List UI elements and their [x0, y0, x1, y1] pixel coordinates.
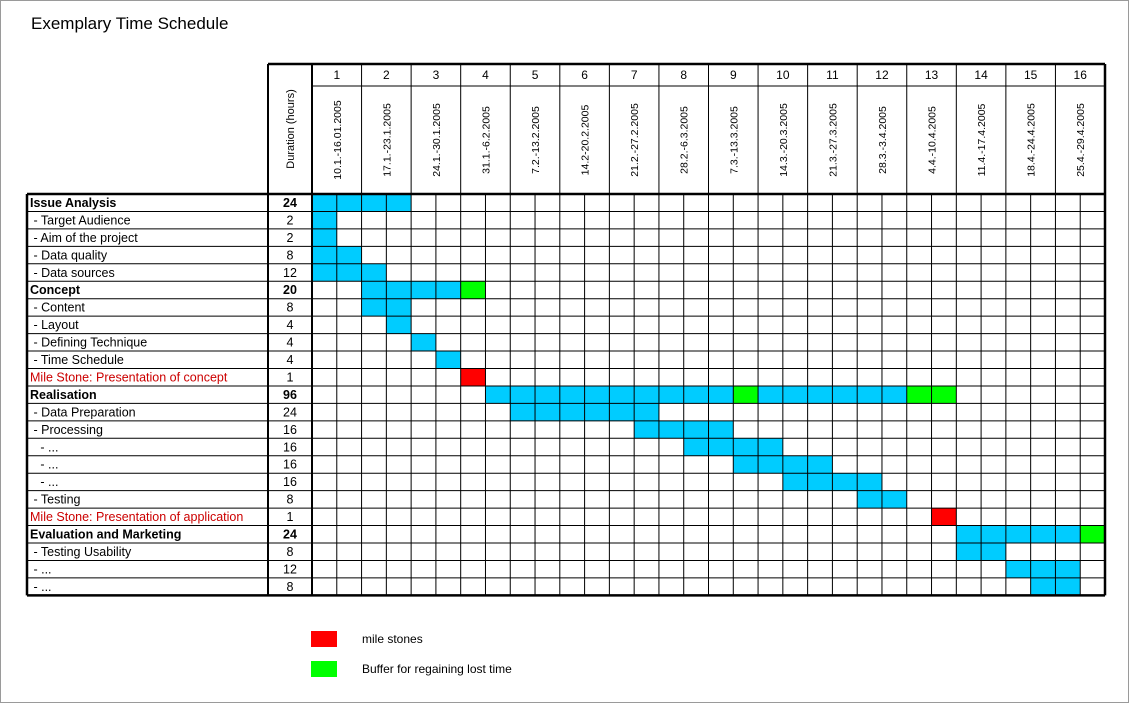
task-cell [634, 421, 659, 438]
task-duration: 24 [283, 195, 297, 210]
task-duration: 16 [283, 440, 297, 455]
task-cell [411, 281, 436, 298]
task-label: - ... [30, 579, 52, 594]
week-dates: 17.1.-23.1.2005 [381, 103, 394, 177]
task-label: - Time Schedule [30, 353, 124, 367]
milestone-label: Mile Stone: Presentation of application [30, 510, 244, 525]
week-dates: 24.1.-30.1.2005 [430, 103, 443, 177]
task-cell [709, 386, 734, 403]
task-cell [956, 526, 981, 543]
week-dates: 21.3.-27.3.2005 [827, 103, 840, 177]
week-number: 6 [581, 68, 588, 82]
task-cell [362, 281, 387, 298]
task-cell [312, 211, 337, 228]
task-cell [510, 386, 535, 403]
task-cell [609, 386, 634, 403]
week-dates: 7.3.-13.3.2005 [728, 106, 741, 174]
task-cell [312, 264, 337, 281]
task-label: - ... [30, 475, 59, 490]
task-duration: 4 [286, 318, 294, 333]
task-label: - Data quality [30, 248, 108, 263]
buffer-cell [461, 281, 486, 298]
task-duration: 12 [283, 562, 297, 577]
task-label: - ... [30, 440, 59, 455]
phase-label: Realisation [30, 387, 97, 402]
task-duration: 1 [286, 370, 294, 385]
week-dates: 7.2.-13.2.2005 [530, 106, 543, 174]
buffer-cell [907, 386, 932, 403]
task-cell [1031, 526, 1056, 543]
task-cell [411, 334, 436, 351]
task-cell [808, 386, 833, 403]
milestone-cell [932, 508, 957, 525]
milestone-cell [461, 369, 486, 386]
task-label: - Testing [30, 492, 81, 507]
task-cell [857, 473, 882, 490]
task-cell [560, 386, 585, 403]
phase-label: Evaluation and Marketing [30, 527, 182, 542]
task-label: - Testing Usability [30, 544, 132, 559]
task-duration: 24 [283, 405, 297, 420]
week-number: 12 [875, 68, 889, 82]
task-cell [386, 299, 411, 316]
task-cell [1055, 578, 1080, 595]
task-cell [535, 386, 560, 403]
task-duration: 2 [286, 213, 294, 228]
milestone-label: Mile Stone: Presentation of concept [30, 370, 228, 385]
task-cell [709, 421, 734, 438]
week-number: 1 [333, 68, 341, 82]
task-cell [733, 438, 758, 455]
task-cell [386, 281, 411, 298]
task-cell [337, 246, 362, 263]
task-label: - Data Preparation [30, 405, 136, 420]
task-cell [659, 421, 684, 438]
week-dates: 4.4.-10.4.2005 [926, 106, 939, 174]
task-duration: 8 [286, 300, 294, 315]
task-label: - Data sources [30, 265, 115, 280]
week-number: 10 [776, 68, 790, 82]
task-label: - Content [30, 300, 85, 315]
task-duration: 1 [286, 510, 294, 525]
task-cell [857, 386, 882, 403]
task-cell [758, 386, 783, 403]
task-cell [585, 403, 610, 420]
task-cell [436, 351, 461, 368]
week-dates: 10.1.-16.01.2005 [331, 100, 344, 180]
task-cell [609, 403, 634, 420]
buffer-cell [932, 386, 957, 403]
task-duration: 16 [283, 475, 297, 490]
task-label: - Processing [30, 422, 103, 437]
task-cell [1031, 560, 1056, 577]
week-dates: 18.4.-24.4.2005 [1025, 103, 1038, 177]
task-cell [783, 473, 808, 490]
task-cell [832, 473, 857, 490]
task-duration: 2 [286, 230, 294, 245]
task-cell [312, 194, 337, 211]
task-cell [1006, 560, 1031, 577]
task-cell [312, 229, 337, 246]
week-dates: 11.4.-17.4.2005 [976, 103, 989, 177]
week-number: 2 [383, 68, 390, 82]
task-cell [684, 386, 709, 403]
task-cell [684, 421, 709, 438]
week-number: 11 [826, 68, 839, 82]
task-cell [956, 543, 981, 560]
week-number: 15 [1023, 68, 1038, 82]
week-number: 13 [924, 68, 939, 82]
task-cell [362, 299, 387, 316]
legend-buffer-swatch [311, 661, 337, 677]
task-label: - ... [30, 457, 59, 472]
week-dates: 31.1.-6.2.2005 [480, 106, 493, 174]
task-duration: 16 [283, 457, 297, 472]
week-number: 9 [729, 68, 737, 82]
task-cell [981, 526, 1006, 543]
task-cell [560, 403, 585, 420]
task-cell [634, 386, 659, 403]
task-cell [312, 246, 337, 263]
task-cell [436, 281, 461, 298]
task-cell [981, 543, 1006, 560]
week-dates: 21.2.-27.2.2005 [629, 103, 642, 177]
task-label: - Defining Technique [30, 335, 148, 350]
task-label: - Aim of the project [30, 230, 138, 245]
week-number: 8 [680, 68, 688, 82]
task-cell [1031, 578, 1056, 595]
week-number: 4 [482, 68, 489, 82]
week-dates: 14.3.-20.3.2005 [777, 103, 790, 177]
legend-buffer-label: Buffer for regaining lost time [362, 662, 512, 676]
task-cell [1055, 526, 1080, 543]
week-dates: 14.2-20.2.2005 [579, 104, 592, 176]
task-cell [783, 386, 808, 403]
task-label: - Target Audience [30, 213, 131, 228]
task-cell [535, 403, 560, 420]
buffer-cell [1080, 526, 1105, 543]
task-cell [709, 438, 734, 455]
phase-label: Issue Analysis [30, 195, 117, 210]
legend-milestone-label: mile stones [362, 632, 423, 646]
week-number: 7 [630, 68, 638, 82]
task-cell [758, 456, 783, 473]
week-dates: 28.3.-3.4.2005 [876, 106, 889, 174]
phase-label: Concept [30, 283, 80, 298]
week-number: 5 [531, 68, 539, 82]
task-cell [585, 386, 610, 403]
task-cell [758, 438, 783, 455]
task-label: - Layout [30, 318, 79, 333]
task-duration: 12 [283, 265, 297, 280]
task-cell [485, 386, 510, 403]
page-title: Exemplary Time Schedule [31, 14, 229, 33]
week-dates: 28.2.-6.3.2005 [678, 106, 691, 174]
task-cell [857, 491, 882, 508]
task-cell [362, 194, 387, 211]
task-cell [386, 194, 411, 211]
task-duration: 96 [283, 387, 297, 402]
legend-milestone-swatch [311, 631, 337, 647]
task-duration: 8 [286, 492, 294, 507]
duration-header: Duration (hours) [285, 89, 297, 169]
task-cell [1055, 560, 1080, 577]
task-duration: 16 [283, 422, 297, 437]
task-cell [783, 456, 808, 473]
task-duration: 8 [286, 248, 294, 263]
task-duration: 4 [286, 353, 294, 367]
task-cell [684, 438, 709, 455]
task-cell [832, 386, 857, 403]
task-cell [808, 473, 833, 490]
buffer-cell [733, 386, 758, 403]
task-cell [337, 194, 362, 211]
week-number: 14 [974, 68, 988, 82]
week-number: 16 [1073, 68, 1087, 82]
task-cell [659, 386, 684, 403]
task-duration: 24 [283, 527, 297, 542]
task-label: - ... [30, 562, 52, 577]
task-cell [882, 386, 907, 403]
task-cell [1006, 526, 1031, 543]
task-cell [362, 264, 387, 281]
task-cell [337, 264, 362, 281]
task-duration: 20 [283, 283, 297, 298]
task-cell [634, 403, 659, 420]
task-cell [733, 456, 758, 473]
task-cell [386, 316, 411, 333]
week-number: 3 [432, 68, 440, 82]
task-duration: 8 [286, 579, 294, 594]
task-duration: 8 [286, 544, 294, 559]
week-dates: 25.4.-29.4.2005 [1075, 103, 1088, 177]
task-cell [808, 456, 833, 473]
task-cell [510, 403, 535, 420]
task-cell [882, 491, 907, 508]
task-duration: 4 [286, 335, 294, 350]
